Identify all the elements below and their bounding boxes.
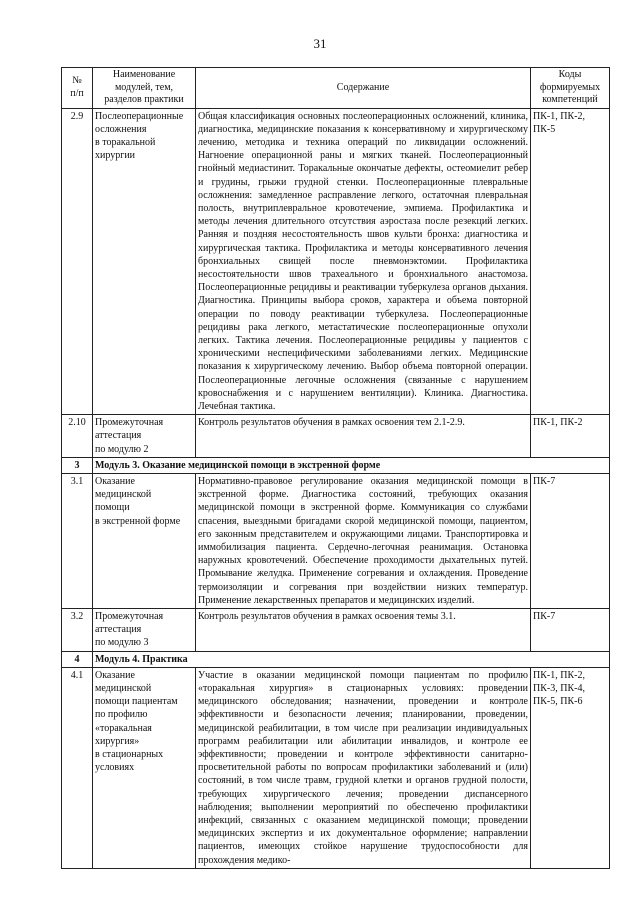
row-content: Контроль результатов обучения в рамках освоения темы 3.1. xyxy=(196,609,531,652)
header-number: № п/п xyxy=(62,68,93,109)
module-number: 4 xyxy=(62,651,93,667)
row-number: 3.2 xyxy=(62,609,93,652)
row-content: Контроль результатов обучения в рамках освоения тем 2.1-2.9. xyxy=(196,415,531,458)
row-number: 2.10 xyxy=(62,415,93,458)
row-topic-name: Промежуточная аттестация по модулю 3 xyxy=(93,609,196,652)
table-row xyxy=(62,415,610,458)
module-heading-row xyxy=(62,651,610,667)
row-content: Нормативно-правовое регулирование оказания медицинской помощи в экстренной форме. Диагностика состояний, требующих оказания медицинской помощи в экстренной форме. Коммуникация со службами спасения, выездными бригадами скорой медицинской помощи, пациентом, его законным представителем и окружающими лицами. Транспортировка и иммобилизация пациента. Сердечно-легочная реанимация. Остановка наружных кровотечений. Обеспечение проходимости дыхательных путей. Промывание желудка. Применение согревания и охлаждения. Проведение термоизоляции и согревания при воздействии низких температур. Применение лекарственных препаратов и медицинских изделий. xyxy=(196,473,531,608)
row-topic-name: Оказание медицинской помощи в экстренной форме xyxy=(93,473,196,608)
table-header-row xyxy=(62,68,610,109)
page-number: 31 xyxy=(313,36,327,51)
header-competence-codes: Коды формируемых компетенций xyxy=(531,68,610,109)
row-number: 2.9 xyxy=(62,108,93,415)
module-title: Модуль 3. Оказание медицинской помощи в экстренной форме xyxy=(93,457,610,473)
row-number: 4.1 xyxy=(62,667,93,868)
row-topic-name: Промежуточная аттестация по модулю 2 xyxy=(93,415,196,458)
row-number: 3.1 xyxy=(62,473,93,608)
row-competence-codes: ПК-7 xyxy=(531,609,610,652)
table-row xyxy=(62,473,610,608)
row-content: Участие в оказании медицинской помощи пациентам по профилю «торакальная хирургия» в стационарных условиях: проведении медицинского обследования; назначении, проведении и контроле эффективности и безопасности лечения; планировании, проведении, медицинской реабилитации, в том числе при реализации индивидуальных программ реабилитации или абилитации инвалидов, и контроле ее эффективности; проведении и контроле эффективности санитарно-просветительной работы по вопросам профилактики заболеваний и (или) состояний, в том числе травм, грудной клетки и органов грудной полости, требующих хирургического лечения; проведении диспансерного наблюдения; выполнении мероприятий по обеспеченю профилактики инфекций, связанных с оказанием медицинской помощи; проведении медицинских экспертиз и их документальное оформление; направлении пациентов, имеющих стойкое нарушение трудоспособности для прохождения медико- xyxy=(196,667,531,868)
header-content: Содержание xyxy=(196,68,531,109)
table-row xyxy=(62,667,610,868)
row-competence-codes: ПК-1, ПК-2, ПК-5 xyxy=(531,108,610,415)
row-competence-codes: ПК-1, ПК-2, ПК-3, ПК-4, ПК-5, ПК-6 xyxy=(531,667,610,868)
row-competence-codes: ПК-7 xyxy=(531,473,610,608)
row-topic-name: Послеоперационные осложнения в торакальной хирургии xyxy=(93,108,196,415)
table-row xyxy=(62,609,610,652)
row-content: Общая классификация основных послеоперационных осложнений, клиника, диагностика, медицинские показания к консервативному и хирургическому лечению, методика и техника операций по ликвидации осложнений. Нагноение операционной раны и мягких тканей. Послеоперационный гнойный медиастинит. Торакальные окончатые дефекты, остеомиелит ребер и грудины, грыжи грудной стенки. Послеоперационные плевральные осложнения: замедленное расправление легкого, остаточная плевральная полость, внутриплевральное кровотечение, эмпиема. Профилактика и методы лечения длительного отсутствия аэростаза после резекций легких. Ранняя и поздняя несостоятельность швов культи бронха: диагностика и хирургическая тактика. Профилактика и методы консервативного лечения бронхиальных свищей после пневмонэктомии. Профилактика несостоятельности швов трахеального и бронхиального анастомоза. Послеоперационные рецидивы и реактивации туберкулеза органов дыхания. Диагностика. Принципы выбора сроков, характера и объема повторной операции по поводу реактивации туберкулеза. Послеоперационные рецидивы рака легкого, метастатические послеоперационные опухоли легких. Тактика лечения. Послеоперационные рецидивы у пациентов с хроническими неспецифическими заболеваниями легких. Медицинские показания к хирургическому лечению. Выбор объема повторной операции. Послеоперационные легочные осложнения (связанные с нарушением кровоснабжения и с нарушением вентиляции). Клиника. Диагностика. Лечебная тактика. xyxy=(196,108,531,415)
module-number: 3 xyxy=(62,457,93,473)
table-row xyxy=(62,108,610,415)
module-heading-row xyxy=(62,457,610,473)
row-competence-codes: ПК-1, ПК-2 xyxy=(531,415,610,458)
row-topic-name: Оказание медицинской помощи пациентам по профилю «торакальная хирургия» в стационарных условиях xyxy=(93,667,196,868)
module-title: Модуль 4. Практика xyxy=(93,651,610,667)
curriculum-table xyxy=(61,67,610,869)
header-module-name: Наименование модулей, тем, разделов практики xyxy=(93,68,196,109)
